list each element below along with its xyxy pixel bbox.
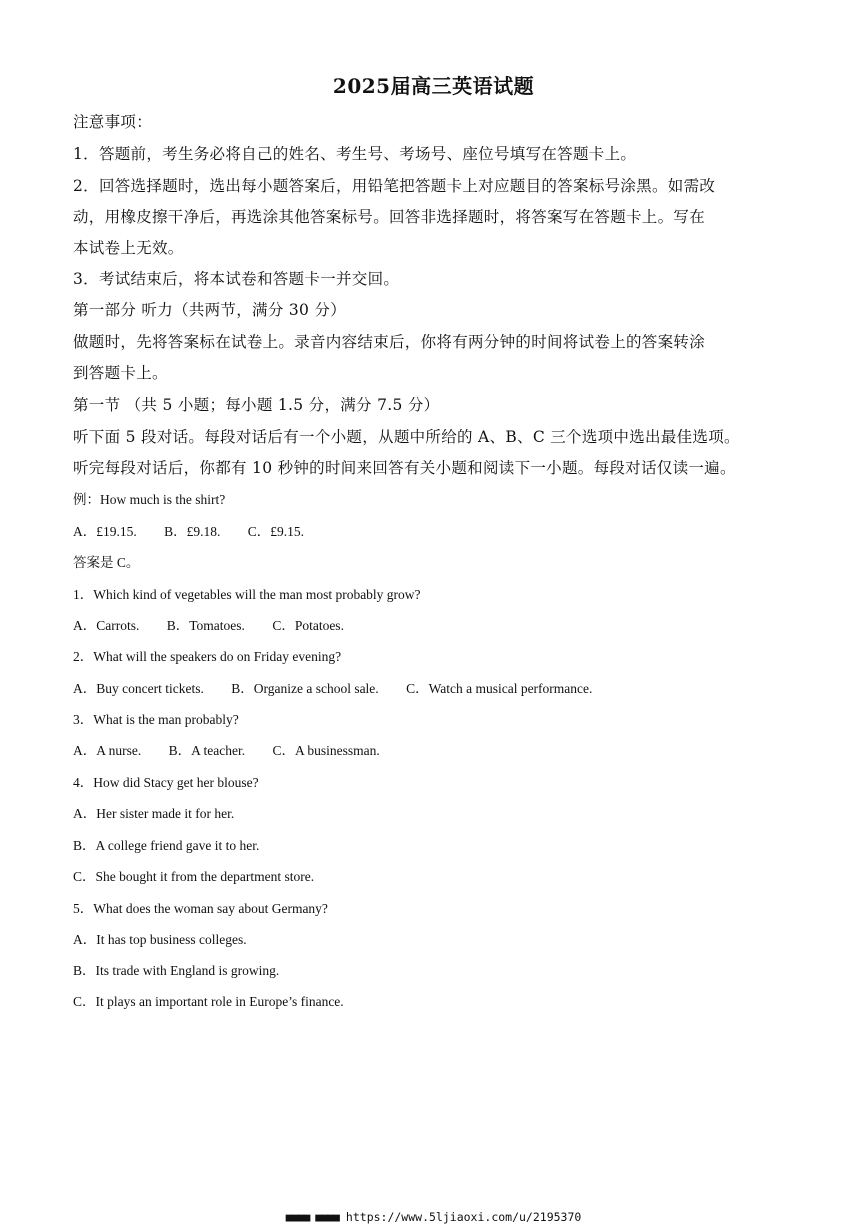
option-b: B．Tomatoes. (166, 618, 245, 633)
option-a: A．Carrots. (73, 618, 140, 633)
section1-instruction-line-2: 听完每段对话后，你都有 10 秒钟的时间来回答有关小题和阅读下一小题。每段对话仅读一遍。 (73, 459, 736, 477)
option-b: B．Its trade with England is growing. (73, 963, 280, 978)
option-c: C．Potatoes. (272, 618, 344, 633)
option-a: A．Buy concert tickets. (73, 681, 204, 696)
option-a: A．It has top business colleges. (73, 932, 247, 947)
notice-item-1: 1．答题前，考生务必将自己的姓名、考生号、考场号、座位号填写在答题卡上。 (73, 145, 637, 163)
example-question: 例：How much is the shirt? (73, 492, 226, 507)
question-1: 1．Which kind of vegetables will the man most probably grow? (73, 587, 421, 602)
notice-item-2-line-2: 动，用橡皮擦干净后，再选涂其他答案标号。回答非选择题时，将答案写在答题卡上。写在 (73, 208, 706, 226)
example-options (73, 520, 328, 540)
option-c: C．Watch a musical performance. (406, 681, 593, 696)
option-c: C．She bought it from the department store. (73, 869, 315, 884)
example-option-c: C．£9.15. (247, 524, 305, 539)
notice-item-2-line-1: 2．回答选择题时，选出每小题答案后，用铅笔把答题卡上对应题目的答案标号涂黑。如需改 (73, 177, 716, 195)
question-4: 4．How did Stacy get her blouse? (73, 775, 259, 790)
footer-url[interactable]: https://www.5ljiaoxi.com/u/2195370 (345, 1210, 582, 1224)
part1-heading: 第一部分 听力（共两节，满分 30 分） (73, 301, 347, 319)
question-2: 2．What will the speakers do on Friday evening? (73, 649, 342, 664)
example-option-b: B．£9.18. (164, 524, 221, 539)
question-3-options (73, 739, 404, 759)
question-1-options (73, 614, 368, 634)
section1-heading: 第一节 （共 5 小题；每小题 1.5 分，满分 7.5 分） (73, 396, 440, 414)
option-c: C．It plays an important role in Europe’s finance. (73, 994, 344, 1009)
question-2-options (73, 677, 616, 697)
part1-instruction-line-2: 到答题卡上。 (73, 364, 168, 382)
footer-marks: ■■■■ ■■■■ (285, 1210, 339, 1224)
notice-item-2-line-3: 本试卷上无效。 (73, 239, 184, 257)
section1-instruction-line-1: 听下面 5 段对话。每段对话后有一个小题，从题中所给的 A、B、C 三个选项中选出最佳选项。 (73, 428, 740, 446)
part1-instruction-line-1: 做题时，先将答案标在试卷上。录音内容结束后，你将有两分钟的时间将试卷上的答案转涂 (73, 333, 706, 351)
footer-watermark (0, 1210, 867, 1224)
option-c: C．A businessman. (272, 743, 380, 758)
notice-heading: 注意事项： (73, 113, 153, 131)
notice-item-3: 3．考试结束后，将本试卷和答题卡一并交回。 (73, 270, 400, 288)
question-3: 3．What is the man probably? (73, 712, 239, 727)
example-answer: 答案是 C。 (73, 555, 140, 570)
example-option-a: A．£19.15. (73, 524, 137, 539)
question-5: 5．What does the woman say about Germany? (73, 901, 328, 916)
page-title: 2025届高三英语试题 (332, 74, 535, 98)
option-a: A．Her sister made it for her. (73, 806, 235, 821)
option-b: B．A teacher. (168, 743, 246, 758)
option-a: A．A nurse. (73, 743, 142, 758)
option-b: B．A college friend gave it to her. (73, 838, 260, 853)
option-b: B．Organize a school sale. (231, 681, 379, 696)
